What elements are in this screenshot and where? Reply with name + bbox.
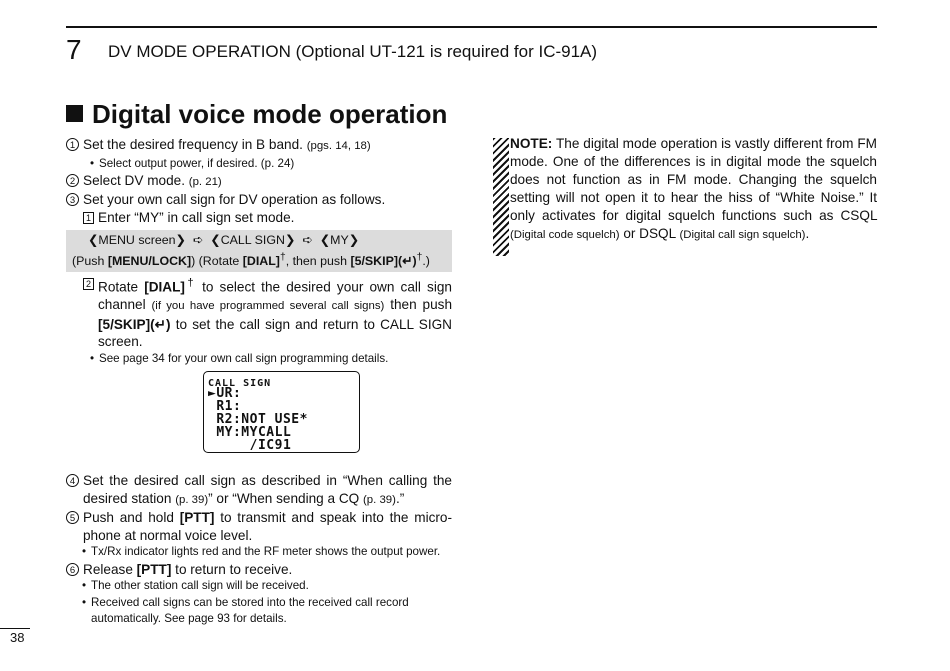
arrow-right-icon: ➪	[302, 232, 313, 247]
box-text: .)	[422, 253, 430, 268]
note-block	[510, 135, 877, 245]
substep-text: to select the desired your own call sign channel	[98, 279, 452, 312]
step-number: 6	[66, 563, 79, 576]
step-number: 1	[66, 138, 79, 151]
step-text: Set the desired call sign as described in “When calling the desired station	[83, 473, 452, 506]
section-title-text: Digital voice mode operation	[92, 99, 448, 129]
substep-1	[66, 209, 452, 227]
bullet-note: • Received call signs can be stored into the received call record automatically. See page 93 for details.	[82, 595, 409, 625]
key-label: [PTT]	[179, 510, 215, 526]
key-label: [5/SKIP](↵)	[350, 253, 417, 268]
header-rule	[66, 26, 877, 28]
substep-2: 2 Rotate [DIAL]† to select the desired your own call sign channel (if you have programmed several call signs) then push [5/SKIP](↵) to set the call sign and return to CALL SIGN screen.	[66, 275, 452, 351]
chapter-title: DV MODE OPERATION (Optional UT-121 is required for IC-91A)	[108, 42, 598, 61]
bullet-text: The other station call sign will be received.	[91, 579, 309, 593]
lcd-display	[203, 371, 360, 453]
menu-path-item: MY	[330, 232, 349, 247]
lcd-line-r2: R2:NOT USE*	[208, 412, 308, 427]
bullet-note: • The other station call sign will be received.	[82, 579, 309, 593]
bullet-note: • Tx/Rx indicator lights red and the RF meter shows the output power.	[82, 545, 441, 559]
substep-text: then push	[390, 296, 453, 312]
step-number: 5	[66, 511, 79, 524]
step-text: to return to receive.	[175, 561, 293, 577]
note-dsql-paren: (Digital call sign squelch)	[679, 229, 806, 242]
menu-path: ❮MENU screen❯ ➪ ❮CALL SIGN❯ ➪ ❮MY❯	[88, 232, 360, 247]
step-text: Push and hold	[83, 510, 174, 526]
note-label: NOTE:	[510, 136, 553, 151]
step-6	[66, 561, 452, 579]
menu-path-item: CALL SIGN	[220, 232, 285, 247]
bullet-note: • Select output power, if desired. (p. 24)	[90, 156, 295, 170]
key-label: [PTT]	[136, 561, 172, 577]
box-text: (Push	[72, 253, 105, 268]
step-text: Select DV mode.	[83, 172, 185, 188]
menu-path-keys: (Push [MENU/LOCK]) (Rotate [DIAL]†, then push [5/SKIP](↵)†.)	[72, 251, 430, 268]
key-label: [DIAL]	[242, 253, 280, 268]
step-5	[66, 509, 452, 544]
page-ref: (p. 39)	[175, 493, 209, 506]
page-number: 38	[10, 630, 25, 645]
step-3	[66, 191, 452, 209]
substep-text: Rotate	[98, 279, 139, 295]
bullet-note: • See page 34 for your own call sign programming details.	[90, 351, 389, 365]
step-4	[66, 472, 452, 509]
bullet-text: Select output power, if desired. (p. 24)	[99, 156, 295, 170]
page-ref: (pgs. 14, 18)	[306, 140, 371, 152]
step-number: 3	[66, 193, 79, 206]
box-text: ) (Rotate	[191, 253, 240, 268]
note-csql-paren: (Digital code squelch)	[510, 229, 620, 242]
key-label: [DIAL]	[144, 279, 185, 295]
square-bullet-icon	[66, 105, 83, 122]
bullet-text: See page 34 for your own call sign programming details.	[99, 351, 389, 365]
lcd-header: CALL SIGN	[208, 378, 272, 389]
step-text: Set your own call sign for DV operation as follows.	[83, 192, 386, 208]
lcd-line-r1: R1:	[208, 399, 242, 414]
menu-path-box	[66, 230, 452, 272]
page-number-rule	[0, 628, 30, 629]
arrow-right-icon: ➪	[192, 232, 204, 247]
substep-number: 2	[83, 278, 94, 290]
key-label: [MENU/LOCK]	[107, 253, 192, 268]
note-end: .	[805, 226, 810, 242]
step-text: ” or “When sending a CQ	[208, 490, 360, 506]
page-ref: (p. 21)	[188, 175, 222, 188]
bullet-text: Tx/Rx indicator lights red and the RF meter shows the output power.	[91, 545, 441, 559]
step-number: 4	[66, 474, 79, 487]
step-text: to transmit and speak into the micro-phone at normal voice level.	[83, 510, 453, 543]
lcd-line-my: MY:MYCALL	[208, 425, 292, 440]
step-2	[66, 172, 452, 192]
step-text: .”	[395, 490, 405, 506]
step-text: Set the desired frequency in B band.	[83, 137, 303, 152]
lcd-line-my2: /IC91	[208, 438, 292, 453]
lcd-line-ur: ►UR:	[208, 386, 242, 401]
section-title	[66, 98, 447, 130]
chapter-number: 7	[66, 34, 82, 65]
note-text: The digital mode operation is vastly different from FM mode. One of the differences is in digital mode the squelch does not function as in FM mode. Changing the squelch setting will not open it to hear the hiss of “White Noise.” It only activates for digital squelch functions such as CSQL	[510, 136, 877, 224]
instructions-column	[66, 136, 452, 627]
box-text: , then push	[285, 253, 347, 268]
bullet-text: Received call signs can be stored into the received call record automatically. See page 93 for details.	[91, 595, 409, 625]
step-text: Release	[83, 561, 133, 577]
menu-path-item: MENU screen	[98, 232, 176, 247]
note-or: or DSQL	[623, 226, 676, 242]
substep-number: 1	[83, 212, 94, 224]
key-label: [5/SKIP](↵)	[98, 316, 171, 332]
substep-note: (if you have programmed several call signs)	[151, 299, 385, 312]
substep-text: to set the call sign and return to CALL SIGN screen.	[98, 316, 452, 350]
lcd-display-wrapper	[66, 371, 452, 465]
substep-text: Enter “MY” in call sign set mode.	[98, 210, 295, 226]
step-number: 2	[66, 174, 79, 187]
step-1	[66, 136, 452, 156]
page-ref: (p. 39)	[363, 493, 396, 506]
note-hatch-bar	[493, 138, 509, 256]
